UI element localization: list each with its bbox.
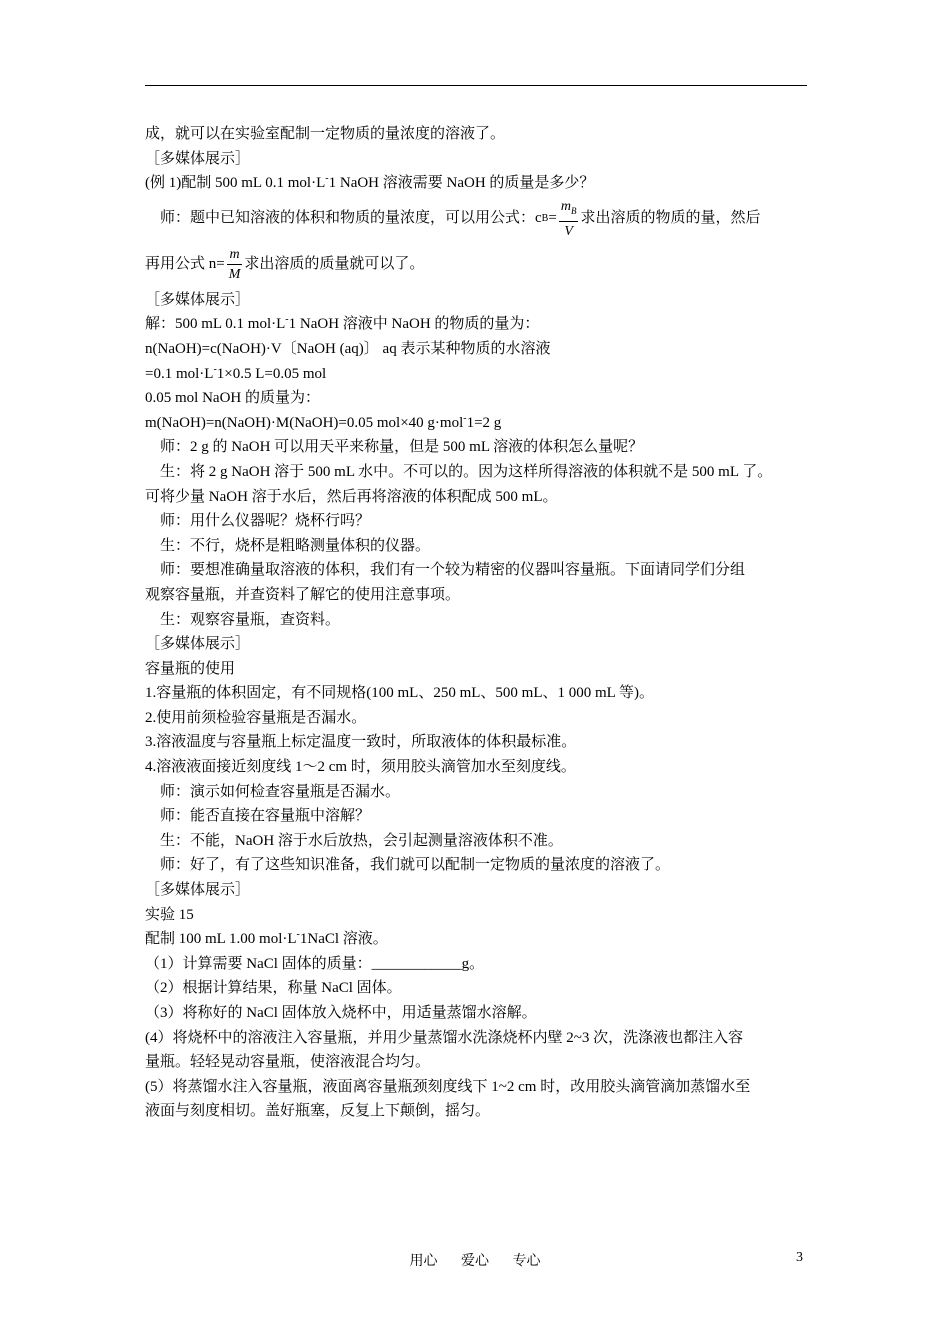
fraction-mb-over-v: $\frac{m_B}{V}$ (560, 198, 577, 239)
step-item-continued: 液面与刻度相切。盖好瓶塞，反复上下颠倒，摇匀。 (145, 1103, 491, 1120)
dialogue-teacher: 师：用什么仪器呢？烧杯行吗？ (160, 513, 371, 530)
list-item: 2.使用前须检验容量瓶是否漏水。 (145, 709, 367, 726)
solution-line: m(NaOH)=n(NaOH)·M(NaOH)=0.05 mol×40 g·mol-1=2 g (145, 412, 502, 431)
dialogue-student: 生：将 2 g NaOH 溶于 500 mL 水中。不可以的。因为这样所得溶液的体积就不是 500 mL 了。 (160, 463, 773, 480)
step-item-continued: 量瓶。轻轻晃动容量瓶，使溶液混合均匀。 (145, 1054, 431, 1071)
footer-motto-item: 用心 (409, 1254, 438, 1269)
section-heading: 容量瓶的使用 (145, 660, 236, 677)
example-question: (例 1)配制 500 mL 0.1 mol·L-1 NaOH 溶液需要 NaOH 的质量是多少？ (145, 173, 595, 192)
footer-motto (0, 1250, 950, 1270)
dialogue-teacher: 师：要想准确量取溶液的体积，我们有一个较为精密的仪器叫容量瓶。下面请同学们分组 (160, 562, 746, 579)
solution-line: 解：500 mL 0.1 mol·L-1 NaOH 溶液中 NaOH 的物质的量为： (145, 314, 540, 333)
multimedia-tag: ［多媒体展示］ (145, 291, 251, 308)
footer-motto-item: 专心 (512, 1254, 541, 1269)
dialogue-teacher: 师：2 g 的 NaOH 可以用天平来称量，但是 500 mL 溶液的体积怎么量呢？ (160, 439, 644, 456)
formula-line-concentration: 师：题中已知溶液的体积和物质的量浓度，可以用公式：c B = $\frac{m_B}{V}$ 求出溶质的物质的量，然后 (160, 198, 761, 239)
step-item: （2）根据计算结果，称量 NaCl 固体。 (145, 980, 402, 997)
fraction-m-over-M: $\frac{m}{M}$ (228, 247, 241, 283)
solution-line: =0.1 mol·L-1×0.5 L=0.05 mol (145, 363, 327, 382)
dialogue-student: 生：不能，NaOH 溶于水后放热，会引起测量溶液体积不准。 (160, 832, 563, 849)
paragraph-line: 成，就可以在实验室配制一定物质的量浓度的溶液了。 (145, 126, 506, 142)
dialogue-student: 生：不行，烧杯是粗略测量体积的仪器。 (160, 537, 431, 554)
multimedia-tag: ［多媒体展示］ (145, 882, 251, 899)
dialogue-teacher: 师：演示如何检查容量瓶是否漏水。 (160, 783, 401, 800)
dialogue-student: 生：观察容量瓶，查资料。 (160, 611, 341, 628)
step-item: (4）将烧杯中的溶液注入容量瓶，并用少量蒸馏水洗涤烧杯内壁 2~3 次，洗涤液也都注入容 (145, 1029, 744, 1046)
section-heading: 实验 15 (145, 906, 194, 923)
dialogue-teacher: 师：好了，有了这些知识准备，我们就可以配制一定物质的量浓度的溶液了。 (160, 857, 671, 874)
paragraph-line: 观察容量瓶，并查资料了解它的使用注意事项。 (145, 586, 461, 603)
list-item: 3.溶液温度与容量瓶上标定温度一致时，所取液体的体积最标准。 (145, 734, 577, 751)
solution-line: n(NaOH)=c(NaOH)·V〔NaOH (aq)〕 aq 表示某种物质的水溶液 (145, 340, 551, 357)
paragraph-line: 配制 100 mL 1.00 mol·L-1NaCl 溶液。 (145, 929, 388, 948)
multimedia-tag: ［多媒体展示］ (145, 636, 251, 653)
step-item: (5）将蒸馏水注入容量瓶，液面离容量瓶颈刻度线下 1~2 cm 时，改用胶头滴管滴加蒸馏水至 (145, 1078, 751, 1095)
footer-motto-item: 爱心 (461, 1254, 489, 1269)
header-rule (145, 85, 807, 86)
list-item: 4.溶液液面接近刻度线 1～2 cm 时，须用胶头滴管加水至刻度线。 (145, 759, 576, 776)
multimedia-tag: ［多媒体展示］ (145, 150, 251, 167)
solution-line: 0.05 mol NaOH 的质量为： (145, 390, 320, 407)
step-item: （1）计算需要 NaCl 固体的质量：____________g。 (145, 955, 485, 972)
paragraph-line: 可将少量 NaOH 溶于水后，然后再将溶液的体积配成 500 mL。 (145, 488, 558, 505)
dialogue-teacher: 师：能否直接在容量瓶中溶解？ (160, 808, 371, 825)
list-item: 1.容量瓶的体积固定，有不同规格(100 mL、250 mL、500 mL、1 000 mL 等)。 (145, 685, 655, 702)
step-item: （3）将称好的 NaCl 固体放入烧杯中，用适量蒸馏水溶解。 (145, 1005, 537, 1021)
page-number: 3 (796, 1250, 803, 1265)
document-body (145, 122, 813, 1124)
formula-line-mass: 再用公式 n= $\frac{m}{M}$ 求出溶质的质量就可以了。 (145, 247, 425, 283)
